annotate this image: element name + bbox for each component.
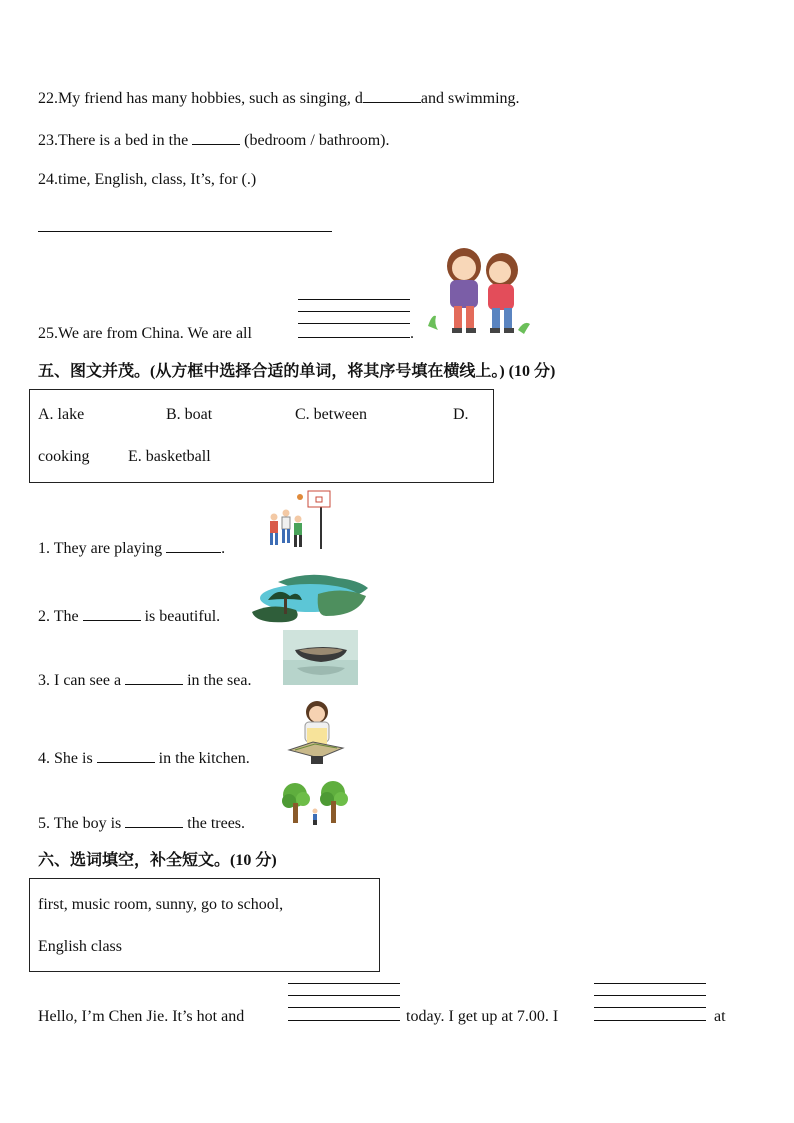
passage-blank-1-line-4[interactable] — [288, 1020, 400, 1021]
item-2-prefix: 2. The — [38, 608, 83, 625]
item-1-blank[interactable] — [166, 538, 221, 553]
item-2 — [38, 606, 220, 626]
two-girls-image — [422, 244, 537, 340]
word-box-line-1: first, music room, sunny, go to school, — [38, 896, 284, 913]
q23-suffix: (bedroom / bathroom). — [240, 132, 390, 149]
section-6-heading: 六、选词填空，补全短文。(10 分) — [38, 852, 277, 869]
q25-line-3[interactable] — [298, 323, 410, 324]
item-3-suffix: in the sea. — [183, 672, 252, 689]
section-5-heading: 五、图文并茂。(从方框中选择合适的单词，将其序号填在横线上。) (10 分) — [38, 363, 556, 380]
basketball-image — [262, 489, 334, 551]
question-24: 24.time, English, class, It’s, for (.) — [38, 171, 257, 188]
item-5-suffix: the trees. — [183, 815, 246, 832]
item-1 — [38, 538, 225, 558]
item-3 — [38, 670, 251, 690]
passage-blank-2-line-4[interactable] — [594, 1020, 706, 1021]
question-22 — [38, 88, 520, 108]
passage-blank-2-line-1[interactable] — [594, 983, 706, 984]
item-3-prefix: 3. I can see a — [38, 672, 126, 689]
option-e: E. basketball — [128, 448, 211, 465]
option-a: A. lake — [38, 406, 85, 423]
q24-answer-line[interactable] — [38, 231, 332, 232]
item-2-suffix: is beautiful. — [140, 608, 221, 625]
section-6-word-box — [29, 878, 380, 972]
item-1-suffix: . — [221, 540, 226, 557]
cooking-girl-image — [285, 698, 349, 766]
q23-prefix: 23.There is a bed in the — [38, 132, 193, 149]
boat-image — [283, 630, 358, 685]
section-5-options-box — [29, 389, 494, 483]
option-d-word: cooking — [38, 448, 90, 465]
passage-blank-1-line-2[interactable] — [288, 995, 400, 996]
trees-image — [281, 779, 349, 829]
q22-suffix: and swimming. — [420, 90, 520, 107]
item-1-prefix: 1. They are playing — [38, 540, 167, 557]
passage-blank-2-line-3[interactable] — [594, 1007, 706, 1008]
passage-part-2: today. I get up at 7.00. I — [406, 1008, 559, 1025]
item-3-blank[interactable] — [125, 670, 183, 685]
item-2-blank[interactable] — [83, 606, 141, 621]
passage-part-3: at — [714, 1008, 726, 1025]
q25-line-2[interactable] — [298, 311, 410, 312]
q23-blank[interactable] — [192, 130, 240, 145]
item-4-suffix: in the kitchen. — [154, 750, 250, 767]
q22-blank[interactable] — [363, 88, 421, 103]
q25-period: . — [410, 325, 414, 342]
passage-blank-2-line-2[interactable] — [594, 995, 706, 996]
item-4-blank[interactable] — [97, 748, 155, 763]
q25-line-4[interactable] — [298, 337, 410, 338]
item-4 — [38, 748, 250, 768]
option-d-label: D. — [453, 406, 469, 423]
option-c: C. between — [295, 406, 367, 423]
item-5 — [38, 813, 245, 833]
item-5-blank[interactable] — [125, 813, 183, 828]
lake-image — [248, 572, 370, 624]
question-23 — [38, 130, 389, 150]
q25-text: 25.We are from China. We are all — [38, 325, 252, 342]
q25-line-1[interactable] — [298, 299, 410, 300]
option-b: B. boat — [166, 406, 213, 423]
item-4-prefix: 4. She is — [38, 750, 97, 767]
passage-part-1: Hello, I’m Chen Jie. It’s hot and — [38, 1008, 245, 1025]
word-box-line-2: English class — [38, 938, 122, 955]
q22-prefix: 22.My friend has many hobbies, such as singing, d — [38, 90, 363, 107]
item-5-prefix: 5. The boy is — [38, 815, 126, 832]
passage-blank-1-line-1[interactable] — [288, 983, 400, 984]
passage-blank-1-line-3[interactable] — [288, 1007, 400, 1008]
